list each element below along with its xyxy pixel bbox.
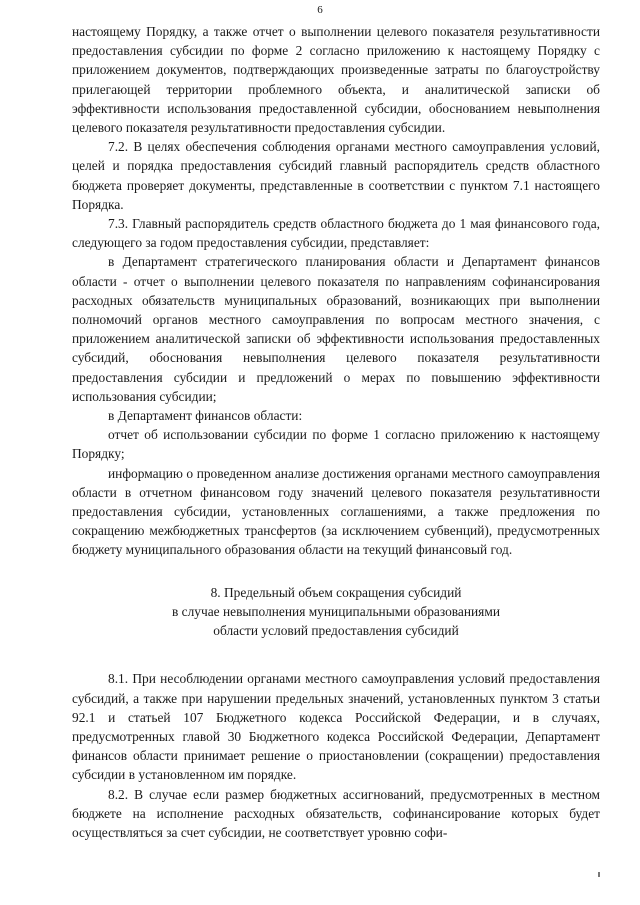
paragraph-8-1: 8.1. При несоблюдении органами местного самоуправления условий предоставления субсидий, а также при нарушении предельных значений, установленных пунктом 3 статьи 92.1 и статьей 107 Бюджетного кодекса Российской Федерации, и в случаях, предусмотренных главой 30 Бюджетного кодекса Российской Федерации, Департамент финансов области принимает решение о приостановлении (сокращении) предоставления субсидии в установленном им порядке.	[72, 671, 600, 783]
page-number: 6	[317, 4, 323, 16]
paragraph-7-2: 7.2. В целях обеспечения соблюдения органами местного самоуправления условий, целей и порядка предоставления субсидий главный распорядитель средств областного бюджета проверяет документы, представленные в соответствии с пунктом 7.1 настоящего Порядка.	[72, 139, 600, 212]
paragraph-analysis-information: информацию о проведенном анализе достижения органами местного самоуправления области в отчетном финансовом году значений целевого показателя результативности предоставления субсидии, установленных соглашениями, а также предложения по сокращению межбюджетных трансфертов (за исключением субвенций), предусмотренных бюджету муниципального образования области на текущий финансовый год.	[72, 465, 600, 558]
paragraph-8-2: 8.2. В случае если размер бюджетных ассигнований, предусмотренных в местном бюджете на исполнение расходных обязательств, софинансирование которых будет осуществляться за счет субсидии, не соответствует уровню софи-	[72, 786, 600, 840]
paragraph-subsidy-usage-report: отчет об использовании субсидии по форме 1 согласно приложению к настоящему Порядку;	[72, 427, 600, 462]
section-heading-line-3: области условий предоставления субсидий	[213, 623, 459, 639]
section-heading-line-2: в случае невыполнения муниципальными образованиями	[172, 603, 500, 619]
paragraph-continuation: настоящему Порядку, а также отчет о выполнении целевого показателя результативности предоставления субсидии по форме 2 согласно приложению к настоящему Порядку с приложением документов, подтверждающих произведенные затраты по благоустройству прилегающей территории проблемного объекта, и аналитической записки об эффективности использования предоставленной субсидии, обоснованием невыполнения целевого показателя результативности предоставления субсидии.	[72, 24, 600, 136]
section-8-heading	[72, 583, 600, 641]
scan-artifact	[598, 872, 600, 877]
paragraph-7-3: 7.3. Главный распорядитель средств областного бюджета до 1 мая финансового года, следующего за годом предоставления субсидии, представляет:	[72, 216, 600, 251]
document-body	[72, 22, 600, 842]
paragraph-report-strategic-planning: в Департамент стратегического планирования области и Департамент финансов области - отчет о выполнении целевого показателя по направлениям софинансирования расходных обязательств муниципальных образований, возникающих при выполнении полномочий органов местного самоуправления по вопросам местного значения, с приложением аналитической записки об эффективности использования предоставленных субсидий, обоснования невыполнения целевого показателя результативности предоставления субсидии и предложений о мерах по повышению эффективности использования субсидии;	[72, 254, 600, 404]
paragraph-finance-department: в Департамент финансов области:	[108, 408, 303, 424]
section-heading-line-1: 8. Предельный объем сокращения субсидий	[210, 584, 462, 600]
